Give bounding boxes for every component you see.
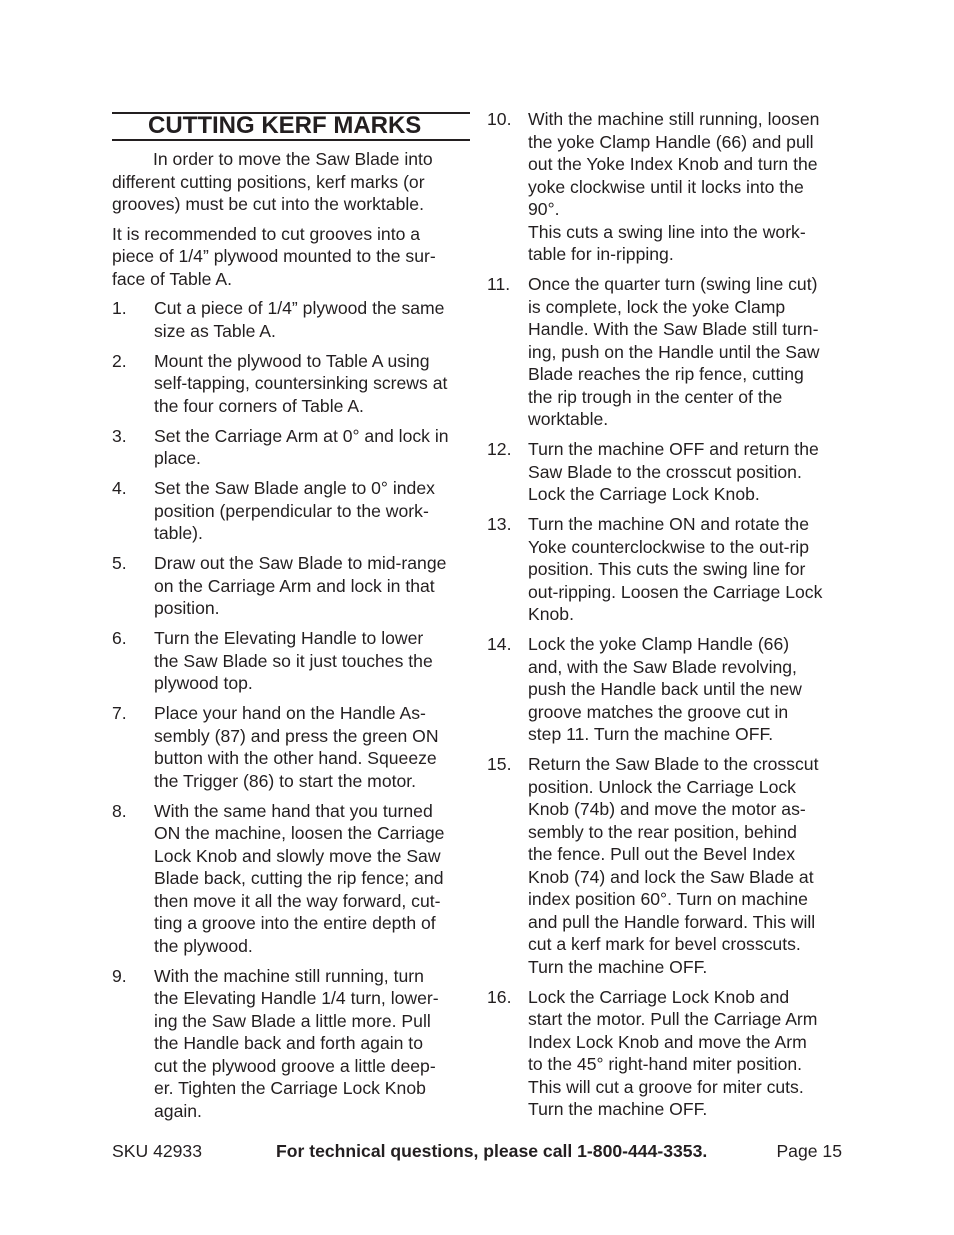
step-number: 9.	[112, 965, 127, 986]
step-text: Place your hand on the Handle As- sembly (87) and press the green ON button with the other hand. Squeeze the Trigger (86) to start the motor.	[154, 703, 439, 791]
step-item	[112, 350, 470, 418]
step-item	[112, 552, 470, 620]
footer-page-number: Page 15	[776, 1141, 842, 1161]
section-heading: CUTTING KERF MARKS	[112, 112, 470, 141]
steps-list-left	[112, 297, 470, 1122]
step-text: Draw out the Saw Blade to mid-range on the Carriage Arm and lock in that position.	[154, 553, 447, 618]
left-column	[112, 112, 470, 1130]
step-item	[487, 438, 845, 506]
step-item	[487, 753, 845, 978]
step-number: 8.	[112, 800, 127, 821]
step-item	[487, 986, 845, 1121]
step-text: Turn the machine ON and rotate the Yoke counterclockwise to the out-rip position. This cuts the swing line for out-ripping. Loosen the Carriage Lock Knob.	[528, 514, 823, 624]
steps-list-right	[487, 108, 845, 1121]
step-item	[487, 273, 845, 431]
step-number: 5.	[112, 553, 127, 573]
step-number: 7.	[112, 703, 127, 723]
step-text: Turn the machine OFF and return the Saw Blade to the crosscut position. Lock the Carriage Lock Knob.	[528, 439, 819, 504]
step-text: Lock the yoke Clamp Handle (66) and, with the Saw Blade revolving, push the Handle back until the new groove matches the groove cut in step 11. Turn the machine OFF.	[528, 634, 802, 744]
step-item	[112, 477, 470, 545]
step-item	[112, 425, 470, 470]
step-text: With the same hand that you turned ON the machine, loosen the Carriage Lock Knob and slowly move the Saw Blade back, cutting the rip fence; and then move it all the way forward, cut- ting a groove into the entire depth of the plywood.	[154, 800, 445, 956]
step-number: 12.	[487, 439, 512, 459]
step-number: 6.	[112, 628, 127, 648]
step-item	[487, 108, 845, 266]
step-text: Mount the plywood to Table A using self-tapping, countersinking screws at the four corners of Table A.	[154, 350, 448, 416]
step-item	[112, 800, 470, 958]
step-text: With the machine still running, turn the Elevating Handle 1/4 turn, lower- ing the Saw Blade a little more. Pull the Handle back and forth again to cut the plywood groove a little deep- er. Tighten the Carriage Lock Knob again.	[154, 965, 439, 1121]
footer-sku: SKU 42933	[112, 1141, 202, 1161]
step-number: 4.	[112, 478, 127, 498]
step-text: Set the Carriage Arm at 0° and lock in place.	[154, 425, 449, 468]
step-number: 14.	[487, 634, 512, 654]
step-item	[487, 633, 845, 746]
step-number: 10.	[487, 109, 512, 129]
step-text: Return the Saw Blade to the crosscut position. Unlock the Carriage Lock Knob (74b) and move the motor as- sembly to the rear position, behind the fence. Pull out the Bevel Index Knob (74) and lock the Saw Blade at index position 60°. Turn on machine and pull the Handle forward. This will cut a kerf mark for bevel crosscuts. Turn the machine OFF.	[528, 754, 819, 977]
step-number: 15.	[487, 754, 512, 774]
intro-paragraph: In order to move the Saw Blade into different cutting positions, kerf marks (or grooves) must be cut into the worktable.	[112, 149, 433, 214]
step-number: 2.	[112, 350, 127, 371]
step-number: 3.	[112, 425, 127, 446]
right-column	[487, 108, 845, 1128]
step-number: 13.	[487, 514, 512, 534]
step-number: 16.	[487, 986, 512, 1007]
step-number: 11.	[487, 274, 511, 294]
step-item	[112, 702, 470, 792]
footer-tech-support: For technical questions, please call 1-800-444-3353.	[276, 1141, 708, 1161]
step-note: This cuts a swing line into the work- table for in-ripping.	[528, 221, 806, 264]
step-item	[112, 297, 470, 342]
step-text: Cut a piece of 1/4” plywood the same size as Table A.	[154, 298, 445, 341]
intro-paragraph: It is recommended to cut grooves into a piece of 1/4” plywood mounted to the sur- face of Table A.	[112, 223, 436, 289]
step-item	[112, 965, 470, 1123]
step-text: Once the quarter turn (swing line cut) is complete, lock the yoke Clamp Handle. With the Saw Blade still turn- ing, push on the Handle until the Saw Blade reaches the rip fence, cutting the rip trough in the center of the worktable.	[528, 274, 820, 429]
step-item	[112, 627, 470, 695]
step-number: 1.	[112, 298, 127, 318]
step-text: Set the Saw Blade angle to 0° index position (perpendicular to the work- table).	[154, 478, 435, 543]
step-text: Lock the Carriage Lock Knob and start the motor. Pull the Carriage Arm Index Lock Knob and move the Arm to the 45° right-hand miter position. This will cut a groove for miter cuts. Turn the machine OFF.	[528, 986, 818, 1119]
step-text: With the machine still running, loosen the yoke Clamp Handle (66) and pull out the Yoke Index Knob and turn the yoke clockwise until it locks into the 90°.	[528, 109, 820, 219]
step-item	[487, 513, 845, 626]
step-text: Turn the Elevating Handle to lower the Saw Blade so it just touches the plywood top.	[154, 628, 433, 693]
